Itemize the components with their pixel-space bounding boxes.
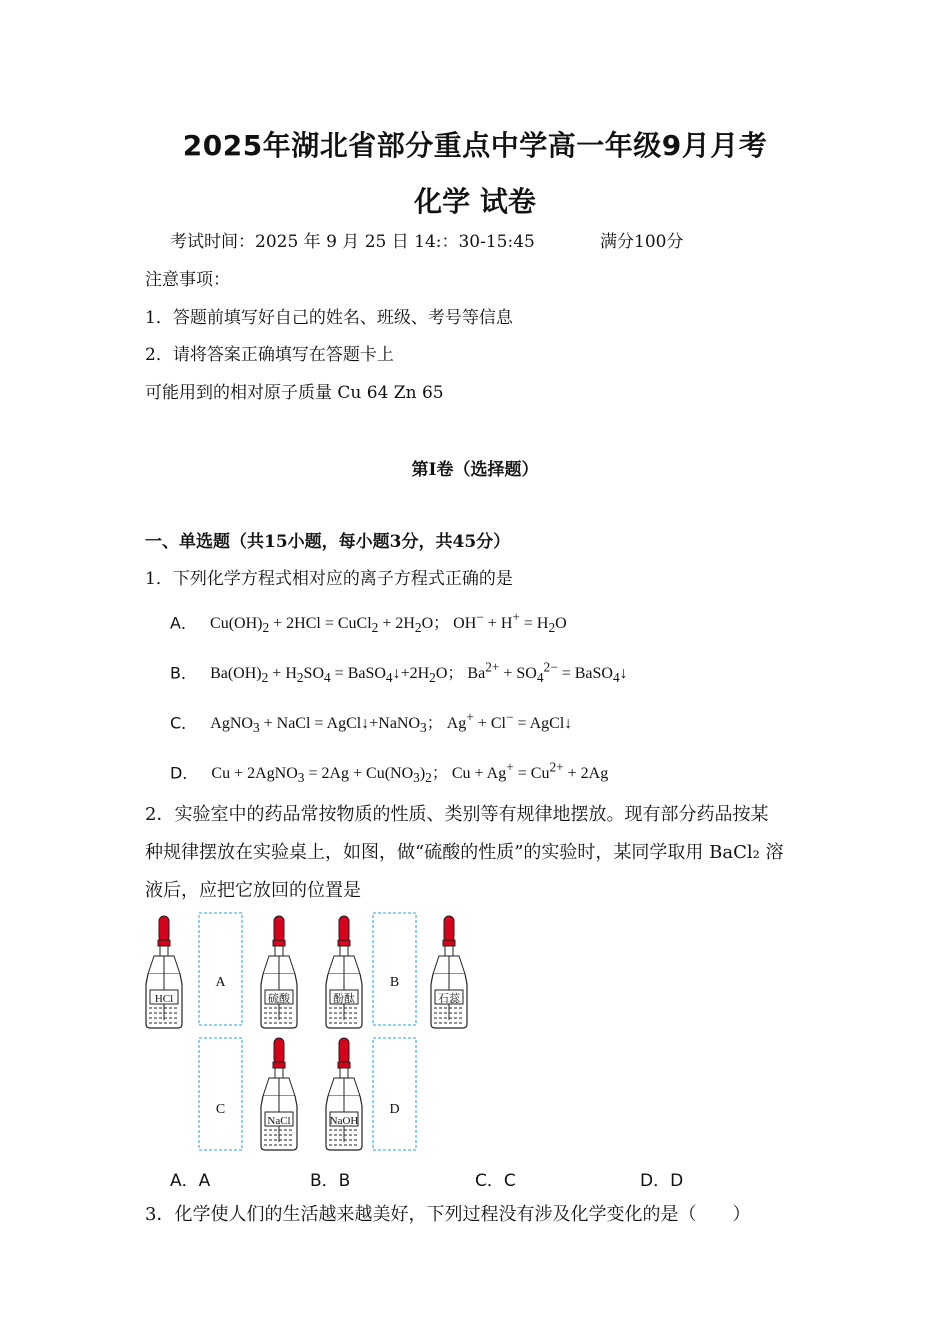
equation: Cu + 2AgNO$_3$ = $2Ag + Cu(NO_3)_2$； $Cu + Ag^+ = Cu^{2+} + 2Ag$ xyxy=(211,760,609,786)
option-letter: C． xyxy=(170,713,198,733)
note-item-2: 2．请将答案正确填写在答题卡上 xyxy=(145,345,394,365)
q1-stem: 1．下列化学方程式相对应的离子方程式正确的是 xyxy=(145,569,513,589)
exam-subject: 化学 试卷 xyxy=(414,185,536,218)
slot-label: B xyxy=(389,975,400,990)
bottle-litmus xyxy=(431,916,467,1028)
q1-option-c[interactable] xyxy=(170,710,572,737)
slot-a[interactable] xyxy=(199,913,242,1025)
bottle-phenolphthalein xyxy=(326,916,362,1028)
option-letter: D． xyxy=(170,763,199,783)
bottle-label: 酚酞 xyxy=(333,993,355,1005)
q1-option-a[interactable] xyxy=(170,610,567,637)
slot-label: A xyxy=(215,975,226,990)
q3-stem: 3．化学使人们的生活越来越美好，下列过程没有涉及化学变化的是（ ） xyxy=(145,1204,751,1225)
q1-option-d[interactable] xyxy=(170,760,608,787)
q2-stem-line-3: 液后，应把它放回的位置是 xyxy=(145,880,361,901)
bottle-label: NaCl xyxy=(267,1115,291,1127)
part1-heading: 第Ⅰ卷（选择题） xyxy=(411,460,539,480)
slot-label: C xyxy=(215,1102,226,1117)
slot-d[interactable] xyxy=(373,1038,416,1150)
atomic-mass-note: 可能用到的相对原子质量 Cu 64 Zn 65 xyxy=(145,383,444,403)
bottle-sulfuric-acid xyxy=(261,916,297,1028)
bottle-label: HCl xyxy=(154,993,174,1005)
note-item-1: 1．答题前填写好自己的姓名、班级、考号等信息 xyxy=(145,308,513,328)
bottle-label: NaOH xyxy=(329,1115,359,1127)
equation: $Cu(OH)_2 + 2HCl$ = CuCl$_2$ + $2H_2O$； $OH^- + H^+ = H_2O$ xyxy=(210,610,567,636)
q1-option-b[interactable] xyxy=(170,660,628,687)
slot-b[interactable] xyxy=(373,913,416,1025)
bottle-hcl xyxy=(146,916,182,1028)
section-heading: 一、单选题（共15小题，每小题3分，共45分） xyxy=(145,532,511,552)
q2-stem-line-1: 2．实验室中的药品常按物质的性质、类别等有规律地摆放。现有部分药品按某 xyxy=(145,804,769,825)
bottle-nacl xyxy=(261,1038,297,1150)
bottle-label: 硫酸 xyxy=(268,993,290,1005)
q2-choice-c[interactable]: C．C xyxy=(475,1171,516,1191)
notes-heading: 注意事项： xyxy=(145,270,230,290)
bottle-naoh xyxy=(326,1038,362,1150)
q2-choice-a[interactable]: A．A xyxy=(170,1171,211,1191)
exam-time: 考试时间：2025 年 9 月 25 日 14:：30-15:45 xyxy=(170,232,535,252)
exam-title: 2025年湖北省部分重点中学高一年级9月月考 xyxy=(182,129,768,162)
bottle-label: 石蕊 xyxy=(438,993,460,1005)
full-score: 满分100分 xyxy=(600,232,684,252)
option-letter: A． xyxy=(170,613,197,633)
equation: AgNO$_3$ + NaCl = AgCl↓+NaNO$_3$； Ag+ + Cl− = AgCl↓ xyxy=(210,710,573,736)
equation: $Ba(OH)_2 + H_2SO_4$ = $BaSO_4↓+2H_2O$； $Ba^{2+} + SO_4^{2-}$ = BaSO$_4$↓ xyxy=(210,660,628,686)
slot-label: D xyxy=(389,1102,400,1117)
reagent-shelf-figure xyxy=(140,910,480,1160)
option-letter: B． xyxy=(170,663,197,683)
q2-choice-d[interactable]: D．D xyxy=(640,1171,684,1191)
q2-choice-b[interactable]: B．B xyxy=(310,1171,351,1191)
q2-stem-line-2: 种规律摆放在实验桌上，如图，做“硫酸的性质”的实验时，某同学取用 BaCl₂ 溶 xyxy=(145,842,784,863)
slot-c[interactable] xyxy=(199,1038,242,1150)
